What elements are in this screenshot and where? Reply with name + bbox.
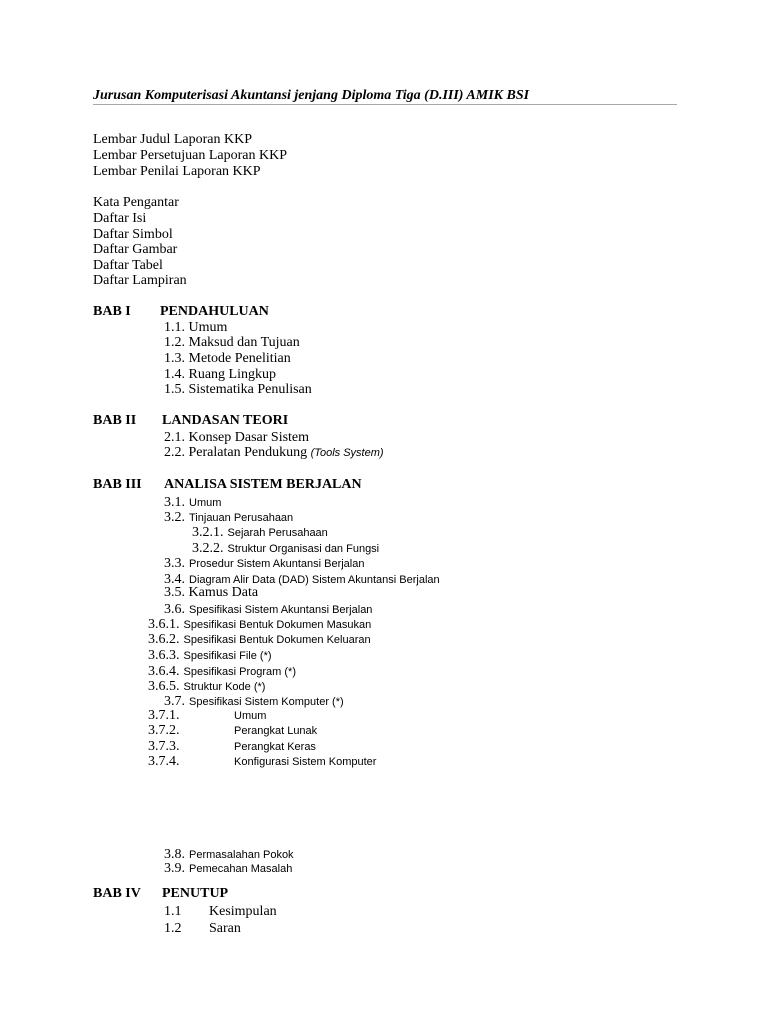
front-matter-item: Lembar Penilai Laporan KKP xyxy=(93,164,261,179)
section-number: 3.7.1. xyxy=(148,708,180,723)
section-number: 3.2. xyxy=(164,510,185,525)
section-number: 3.6.1. xyxy=(148,617,180,632)
section-text: Tinjauan Perusahaan xyxy=(189,512,294,524)
front-matter-item: Daftar Gambar xyxy=(93,242,178,257)
front-matter-item: Daftar Lampiran xyxy=(93,273,187,288)
section-number: 3.6.3. xyxy=(148,648,180,663)
section-text: Permasalahan Pokok xyxy=(189,849,294,861)
section-text: Kesimpulan xyxy=(209,904,277,919)
section-number: 3.7.4. xyxy=(148,754,180,769)
section-text: Spesifikasi File (*) xyxy=(183,650,272,662)
front-matter-item: Lembar Judul Laporan KKP xyxy=(93,132,253,147)
section-text: Pemecahan Masalah xyxy=(189,863,293,875)
section-item: 1.5. Sistematika Penulisan xyxy=(164,382,312,397)
section-number: 3.8. xyxy=(164,847,185,862)
section-number: 3.3. xyxy=(164,556,185,571)
section-number: 3.2.2. xyxy=(192,541,224,556)
chapter-title: LANDASAN TEORI xyxy=(162,413,289,428)
document-header: Jurusan Komputerisasi Akuntansi jenjang Diploma Tiga (D.III) AMIK BSI xyxy=(93,88,530,103)
front-matter-item: Daftar Isi xyxy=(93,211,147,226)
section-item: 1.3. Metode Penelitian xyxy=(164,351,291,366)
chapter-title: ANALISA SISTEM BERJALAN xyxy=(164,477,362,492)
section-number: 3.6.4. xyxy=(148,664,180,679)
section-text: Umum xyxy=(234,710,267,722)
section-text: Perangkat Keras xyxy=(234,741,316,753)
section-text: Spesifikasi Program (*) xyxy=(183,666,296,678)
section-number: 3.7.2. xyxy=(148,723,180,738)
section-item xyxy=(164,859,292,877)
section-item: 1.4. Ruang Lingkup xyxy=(164,367,276,382)
section-text: Spesifikasi Bentuk Dokumen Keluaran xyxy=(183,634,371,646)
section-text: Umum xyxy=(189,497,222,509)
section-text: 2.2. Peralatan Pendukung xyxy=(164,445,308,460)
section-item: 3.5. Kamus Data xyxy=(164,585,259,600)
section-text: Diagram Alir Data (DAD) Sistem Akuntansi Berjalan xyxy=(189,574,440,586)
section-text: Perangkat Lunak xyxy=(234,725,318,737)
section-number: 3.6.2. xyxy=(148,632,180,647)
chapter-label: BAB IV xyxy=(93,886,141,901)
chapter-label: BAB II xyxy=(93,413,137,428)
header-rule xyxy=(93,104,677,105)
section-item xyxy=(164,692,344,710)
section-number: 3.7. xyxy=(164,694,185,709)
chapter-label: BAB III xyxy=(93,477,142,492)
section-number: 1.2 xyxy=(164,921,182,936)
section-number: 3.7.3. xyxy=(148,739,180,754)
chapter-label: BAB I xyxy=(93,304,131,319)
section-number: 1.1 xyxy=(164,904,182,919)
section-item: 2.1. Konsep Dasar Sistem xyxy=(164,430,310,445)
front-matter-item: Kata Pengantar xyxy=(93,195,179,210)
section-text: Konfigurasi Sistem Komputer xyxy=(234,756,377,768)
section-text: Spesifikasi Sistem Komputer (*) xyxy=(189,696,344,708)
chapter-title: PENDAHULUAN xyxy=(160,304,269,319)
section-number: 3.1. xyxy=(164,495,185,510)
front-matter-item: Daftar Simbol xyxy=(93,227,173,242)
section-number: 3.9. xyxy=(164,861,185,876)
section-text: Sejarah Perusahaan xyxy=(227,527,328,539)
section-item xyxy=(164,445,384,461)
section-text: Struktur Kode (*) xyxy=(183,681,266,693)
section-number: 3.2.1. xyxy=(192,525,224,540)
section-text: Prosedur Sistem Akuntansi Berjalan xyxy=(189,558,365,570)
chapter-title: PENUTUP xyxy=(162,886,229,901)
section-item: 1.2. Maksud dan Tujuan xyxy=(164,335,300,350)
front-matter-item: Daftar Tabel xyxy=(93,258,163,273)
section-number: 3.6.5. xyxy=(148,679,180,694)
front-matter-item: Lembar Persetujuan Laporan KKP xyxy=(93,148,287,163)
section-number: 3.6. xyxy=(164,602,185,617)
section-text: Saran xyxy=(209,921,241,936)
section-note: (Tools System) xyxy=(310,447,384,459)
section-text: Struktur Organisasi dan Fungsi xyxy=(227,543,380,555)
section-item: 1.1. Umum xyxy=(164,320,228,335)
section-text: Spesifikasi Bentuk Dokumen Masukan xyxy=(183,619,372,631)
section-number: 3.4. xyxy=(164,572,185,587)
section-text: Spesifikasi Sistem Akuntansi Berjalan xyxy=(189,604,373,616)
